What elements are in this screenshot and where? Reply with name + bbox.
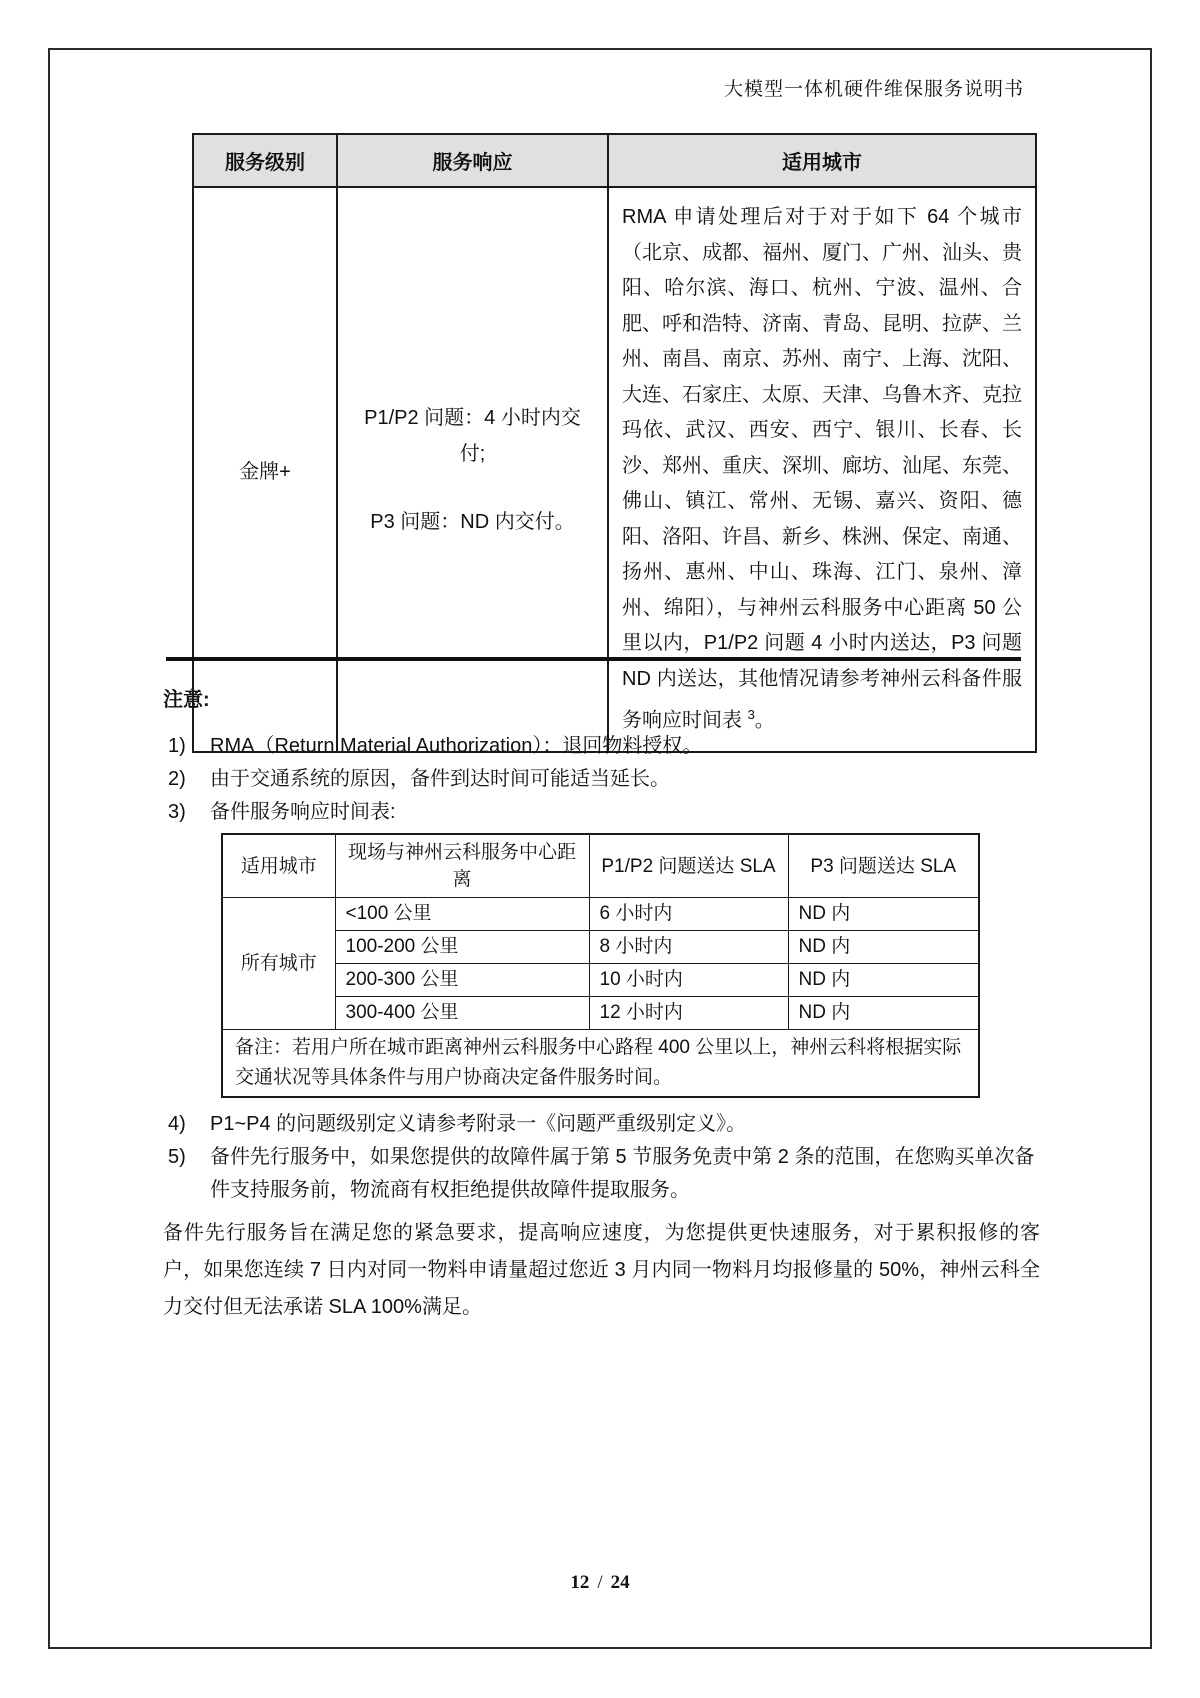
sla-table-header-row bbox=[222, 834, 979, 898]
p1p2-sla-cell: 12 小时内 bbox=[589, 997, 788, 1030]
p1p2-sla-cell: 8 小时内 bbox=[589, 931, 788, 964]
section-divider-rule bbox=[166, 657, 1021, 661]
p3-sla-cell: ND 内 bbox=[788, 898, 979, 931]
header-service-response: 服务响应 bbox=[337, 134, 608, 187]
response-line-p3: P3 问题：ND 内交付。 bbox=[370, 510, 575, 533]
cities-period: 。 bbox=[754, 709, 775, 732]
p3-sla-cell: ND 内 bbox=[788, 997, 979, 1030]
header-distance-to-center: 现场与神州云科服务中心距离 bbox=[335, 834, 589, 898]
cities-text: RMA 申请处理后对于对于如下 64 个城市（北京、成都、福州、厦门、广州、汕头、贵阳、哈尔滨、海口、杭州、宁波、温州、合肥、呼和浩特、济南、青岛、昆明、拉萨、兰州、南昌、南京、苏州、南宁、上海、沈阳、大连、石家庄、太原、天津、乌鲁木齐、克拉玛依、武汉、西安、西宁、银川、长春、长沙、郑州、重庆、深圳、廊坊、汕尾、东莞、佛山、镇江、常州、无锡、嘉兴、资阳、德阳、洛阳、许昌、新乡、株洲、保定、南通、扬州、惠州、中山、珠海、江门、泉州、漳州、绵阳），与神州云科服务中心距离 50 公里以内，P1/P2 问题 4 小时内送达，P3 问题 ND 内送达，其他情况请参考神州云科备件服务响应时间表 bbox=[622, 206, 1022, 732]
sla-table-remark-row bbox=[222, 1030, 979, 1098]
note-number: 3) bbox=[168, 801, 186, 823]
sla-response-time-table bbox=[221, 833, 980, 1098]
p3-sla-cell: ND 内 bbox=[788, 931, 979, 964]
page-separator: / bbox=[597, 1572, 603, 1593]
page-number bbox=[0, 1572, 1200, 1594]
note-text: P1~P4 的问题级别定义请参考附录一《问题严重级别定义》。 bbox=[210, 1113, 747, 1135]
footnote-reference: 3 bbox=[747, 707, 755, 722]
note-item-5 bbox=[163, 1141, 1040, 1207]
distance-cell: <100 公里 bbox=[335, 898, 589, 931]
sla-table-row bbox=[222, 964, 979, 997]
note-text: 由于交通系统的原因，备件到达时间可能适当延长。 bbox=[210, 768, 670, 790]
remark-cell: 备注：若用户所在城市距离神州云科服务中心路程 400 公里以上，神州云科将根据实际交通状况等具体条件与用户协商决定备件服务时间。 bbox=[222, 1030, 979, 1098]
current-page: 12 bbox=[570, 1572, 590, 1593]
service-table-header-row bbox=[193, 134, 1036, 187]
response-line-p1p2: P1/P2 问题：4 小时内交付; bbox=[364, 406, 581, 465]
header-service-level: 服务级别 bbox=[193, 134, 337, 187]
header-applicable-cities: 适用城市 bbox=[608, 134, 1036, 187]
header-p3-sla: P3 问题送达 SLA bbox=[788, 834, 979, 898]
p3-sla-cell: ND 内 bbox=[788, 964, 979, 997]
service-level-cell: 金牌+ bbox=[193, 187, 337, 752]
city-group-cell: 所有城市 bbox=[222, 898, 335, 1030]
note-item-2 bbox=[163, 763, 1040, 796]
distance-cell: 300-400 公里 bbox=[335, 997, 589, 1030]
note-number: 4) bbox=[168, 1113, 186, 1135]
total-pages: 24 bbox=[610, 1572, 630, 1593]
document-header-title: 大模型一体机硬件维保服务说明书 bbox=[723, 79, 1024, 100]
service-table-row bbox=[193, 187, 1036, 752]
note-text: 备件先行服务中，如果您提供的故障件属于第 5 节服务免责中第 2 条的范围，在您购买单次备件支持服务前，物流商有权拒绝提供故障件提取服务。 bbox=[210, 1146, 1035, 1201]
p1p2-sla-cell: 10 小时内 bbox=[589, 964, 788, 997]
closing-paragraph: 备件先行服务旨在满足您的紧急要求，提高响应速度，为您提供更快速服务，对于累积报修的客户，如果您连续 7 日内对同一物料申请量超过您近 3 月内同一物料月均报修量的 50%，神州云科全力交付但无法承诺 SLA 100%满足。 bbox=[163, 1222, 1040, 1318]
sla-table-row bbox=[222, 997, 979, 1030]
note-text: RMA（Return Material Authorization）：退回物料授权。 bbox=[210, 735, 703, 757]
note-item-3 bbox=[163, 796, 1040, 829]
note-text: 备件服务响应时间表: bbox=[210, 801, 396, 823]
distance-cell: 100-200 公里 bbox=[335, 931, 589, 964]
applicable-cities-cell bbox=[608, 187, 1036, 752]
header-p1p2-sla: P1/P2 问题送达 SLA bbox=[589, 834, 788, 898]
p1p2-sla-cell: 6 小时内 bbox=[589, 898, 788, 931]
note-number: 2) bbox=[168, 768, 186, 790]
note-item-4 bbox=[163, 1108, 1040, 1141]
notes-section bbox=[163, 684, 1040, 1326]
note-item-1 bbox=[163, 730, 1040, 763]
header-applicable-city: 适用城市 bbox=[222, 834, 335, 898]
sla-table-row bbox=[222, 898, 979, 931]
note-number: 1) bbox=[168, 735, 186, 757]
sla-table-row bbox=[222, 931, 979, 964]
service-response-cell bbox=[337, 187, 608, 752]
note-number: 5) bbox=[168, 1146, 186, 1168]
distance-cell: 200-300 公里 bbox=[335, 964, 589, 997]
notes-title: 注意: bbox=[163, 689, 210, 711]
